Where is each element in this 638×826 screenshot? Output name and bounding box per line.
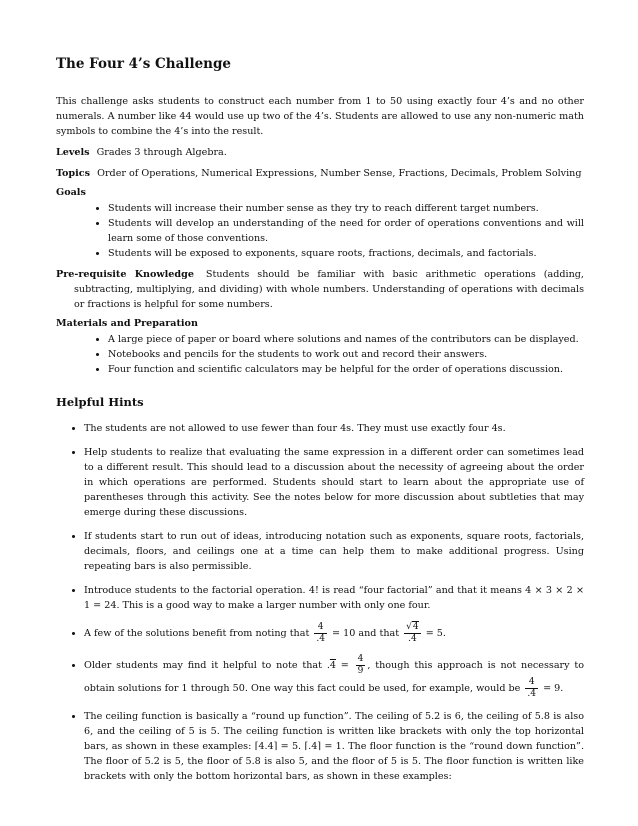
hint-text: Older students may find it helpful to note that . xyxy=(84,660,330,671)
list-item: • Students will increase their number sense as they try to reach different target numbers. xyxy=(108,201,584,216)
hints-list xyxy=(56,421,584,784)
topics-line xyxy=(56,166,584,181)
list-item: • Students will develop an understanding of the need for order of operations conventions and will learn some of those conventions. xyxy=(108,216,584,246)
decimal-point: . xyxy=(527,689,531,699)
hint-item: • The ceiling function is basically a “round up function”. The ceiling of 5.2 is 6, the ceiling of 5.8 is also 6, and the ceiling of 5 is 5. The ceiling function is written like brackets with only the top horizontal bars, as shown in these examples: ⌈4.4⌉ = 5. ⌈.4⌉ = 1. The floor function is the “round down function”. The floor of 5.2 is 5, the floor of 5.8 is also 5, and the floor of 5 is 5. The floor function is written like brackets with only the bottom horizontal bars, as shown in these examples: xyxy=(84,709,584,784)
fraction-numerator: √4 xyxy=(406,622,419,632)
hint-item xyxy=(84,654,584,700)
goals-heading: Goals xyxy=(56,187,86,198)
topics-label: Topics xyxy=(56,168,91,179)
fraction xyxy=(525,677,538,700)
list-item: • A large piece of paper or board where solutions and names of the contributors can be displayed. xyxy=(108,332,584,347)
materials-list xyxy=(56,332,584,377)
hints-heading: Helpful Hints xyxy=(56,395,144,409)
fraction xyxy=(356,654,366,677)
prerequisite-paragraph xyxy=(56,267,584,312)
hint-text: = 9. xyxy=(543,683,564,694)
sqrt-radicand: 4 xyxy=(412,622,419,632)
document-title: The Four 4’s Challenge xyxy=(56,56,232,72)
fraction-denominator: .4 xyxy=(316,634,325,644)
fraction xyxy=(314,622,327,645)
fraction-numerator: 4 xyxy=(357,654,364,664)
levels-label: Levels xyxy=(56,147,90,158)
fraction xyxy=(404,622,420,645)
fraction-denominator: .4 xyxy=(408,634,417,644)
hint-text: = 10 and that xyxy=(332,628,400,639)
goals-list xyxy=(56,201,584,261)
hint-text: = xyxy=(340,660,349,671)
repeating-digit: 4 xyxy=(530,689,536,699)
topics-text: Order of Operations, Numerical Expressions, Number Sense, Fractions, Decimals, Problem Solving xyxy=(97,168,582,179)
fraction-denominator xyxy=(525,689,538,700)
levels-line xyxy=(56,145,584,160)
materials-heading: Materials and Preparation xyxy=(56,318,198,329)
fraction-denominator: 9 xyxy=(357,666,364,676)
prerequisite-text: Students should be familiar with basic arithmetic operations (adding, subtracting, multiplying, and dividing) with whole numbers. Understanding of operations with decimals or fractions is helpful for some numbers. xyxy=(74,269,584,310)
hint-item: • Help students to realize that evaluating the same expression in a different order can sometimes lead to a different result. This should lead to a discussion about the necessity of agreeing about the order in which operations are performed. Students should start to learn about the appropriate use of parentheses through this activity. See the notes below for more discussion about subtleties that may emerge during these discussions. xyxy=(84,445,584,520)
hint-item: • If students start to run out of ideas, introducing notation such as exponents, square roots, factorials, decimals, floors, and ceilings one at a time can help them to make additional progress. Using repeating bars is also permissible. xyxy=(84,529,584,574)
hint-item xyxy=(84,622,584,645)
hint-text: A few of the solutions benefit from noting that xyxy=(84,628,310,639)
prerequisite-label: Pre-requisite Knowledge xyxy=(56,269,194,280)
list-item: • Notebooks and pencils for the students to work out and record their answers. xyxy=(108,347,584,362)
hint-item: • Introduce students to the factorial operation. 4! is read “four factorial” and that it means 4 × 3 × 2 × 1 = 24. This is a good way to make a larger number with only one four. xyxy=(84,583,584,613)
fraction-numerator: 4 xyxy=(314,622,327,634)
fraction-numerator: 4 xyxy=(525,677,538,689)
levels-text: Grades 3 through Algebra. xyxy=(96,147,227,158)
hint-item: • The students are not allowed to use fewer than four 4s. They must use exactly four 4s. xyxy=(84,421,584,436)
repeating-digit: 4 xyxy=(329,660,336,671)
hint-text: = 5. xyxy=(425,628,446,639)
list-item: • Four function and scientific calculators may be helpful for the order of operations discussion. xyxy=(108,362,584,377)
list-item: • Students will be exposed to exponents, square roots, fractions, decimals, and factorials. xyxy=(108,246,584,261)
hint-text: , though this approach is not necessary to obtain solutions for 1 through 50. One way this fact could be used, for example, would be xyxy=(84,660,584,694)
intro-paragraph: This challenge asks students to construct each number from 1 to 50 using exactly four 4’s and no other numerals. A number like 44 would use up two of the 4’s. Students are allowed to use any non-numeric math symbols to combine the 4’s into the result. xyxy=(56,96,584,137)
